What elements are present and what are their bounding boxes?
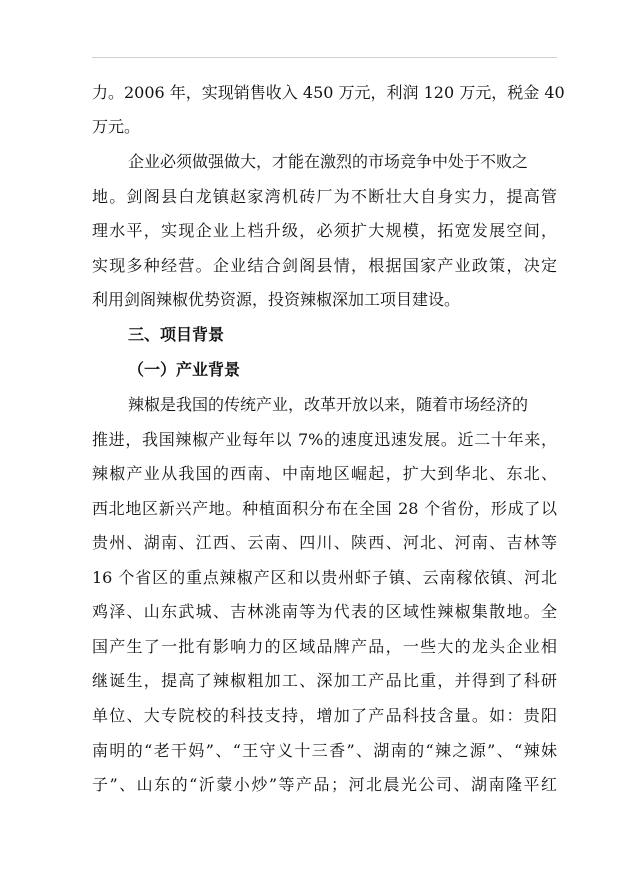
section-heading: 三、项目背景: [128, 325, 225, 344]
text-line-7: 利用剑阁辣椒优势资源，投资辣椒深加工项目建设。: [92, 290, 461, 309]
text-line-13: 16 个省区的重点辣椒产区和以贵州虾子镇、云南稼依镇、河北: [92, 568, 557, 587]
text-line-1: 力。2006 年，实现销售收入 450 万元，利润 120 万元，税金 40: [92, 83, 565, 102]
text-line-11: 西北地区新兴产地。种植面积分布在全国 28 个省份，形成了以: [92, 499, 557, 518]
text-line-10: 辣椒产业从我国的西南、中南地区崛起，扩大到华北、东北、: [92, 464, 557, 483]
text-line-19: 子”、山东的“沂蒙小炒”等产品；河北晨光公司、湖南隆平红: [92, 775, 557, 794]
text-line-17: 单位、大专院校的科技支持，增加了产品科技含量。如：贵阳: [92, 706, 557, 725]
text-line-2: 万元。: [92, 117, 141, 136]
text-line-12: 贵州、湖南、江西、云南、四川、陕西、河北、河南、吉林等: [92, 533, 557, 552]
header-rule: [92, 57, 557, 58]
text-line-6: 实现多种经营。企业结合剑阁县情，根据国家产业政策，决定: [92, 256, 557, 275]
text-line-8: 辣椒是我国的传统产业，改革开放以来，随着市场经济的: [128, 395, 529, 414]
text-line-9: 推进，我国辣椒产业每年以 7%的速度迅速发展。近二十年来，: [92, 430, 557, 449]
text-line-15: 国产生了一批有影响力的区域品牌产品，一些大的龙头企业相: [92, 637, 557, 656]
text-line-3: 企业必须做强做大，才能在激烈的市场竞争中处于不败之: [128, 152, 529, 171]
text-line-14: 鸡泽、山东武城、吉林洮南等为代表的区域性辣椒集散地。全: [92, 602, 557, 621]
subsection-heading: （一）产业背景: [128, 360, 241, 379]
text-line-18: 南明的“老干妈”、“王守义十三香”、湖南的“辣之源”、“辣妹: [92, 741, 557, 760]
text-line-4: 地。剑阁县白龙镇赵家湾机砖厂为不断壮大自身实力，提高管: [92, 187, 557, 206]
text-line-5: 理水平，实现企业上档升级，必须扩大规模，拓宽发展空间，: [92, 221, 557, 240]
text-line-16: 继诞生，提高了辣椒粗加工、深加工产品比重，并得到了科研: [92, 671, 557, 690]
